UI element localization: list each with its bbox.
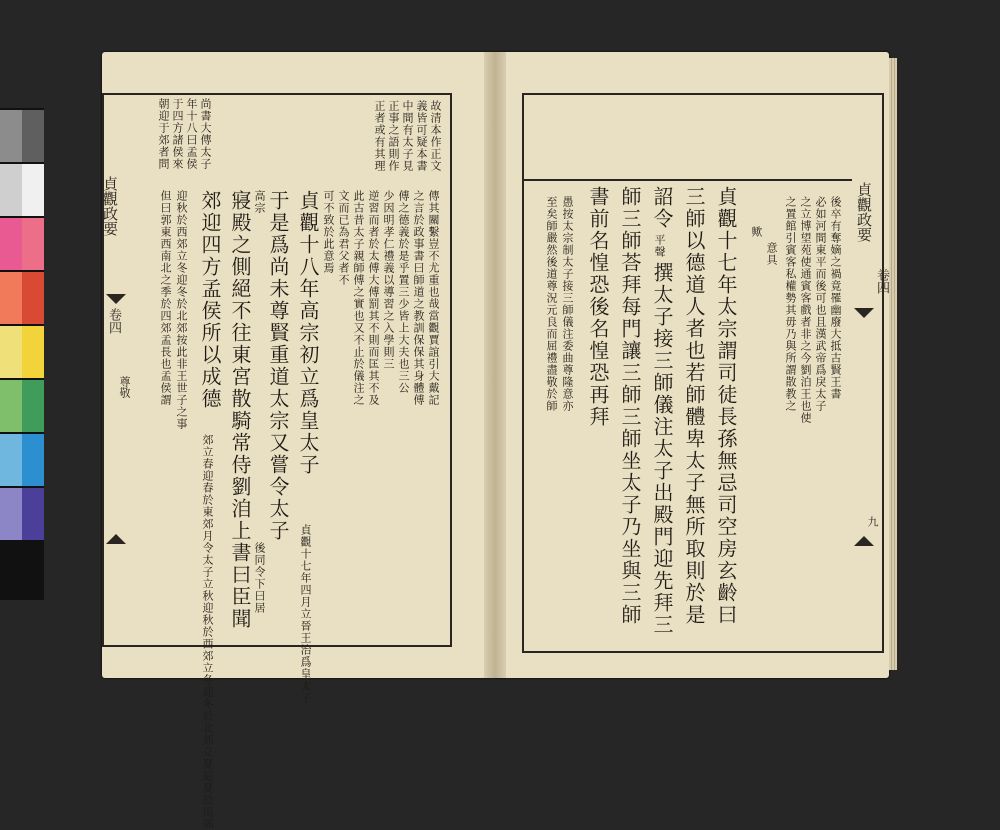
- color-swatch: [22, 380, 44, 432]
- inline-note: 後同令下曰居: [253, 542, 266, 614]
- color-swatch: [22, 434, 44, 486]
- main-text-column: 貞觀十八年高宗初立爲皇太子: [296, 190, 320, 476]
- commentary-column: 可不致於此意焉: [322, 190, 335, 274]
- page-number: 九: [866, 516, 879, 527]
- color-swatch: [22, 488, 44, 540]
- main-text-column: 郊迎四方孟侯所以成德: [198, 190, 222, 410]
- main-text-column: 師三師荅拜每門讓三師三師坐太子乃坐與三師: [618, 186, 642, 626]
- color-card: [0, 108, 44, 600]
- color-swatch: [0, 326, 22, 378]
- commentary-column: 後卒有奪嫡之禍竟罹幽廢大抵古賢王書: [829, 196, 842, 400]
- color-swatch: [22, 326, 44, 378]
- color-swatch: [22, 272, 44, 324]
- commentary-column: 傳其關繫豈不尤重也哉當觀賈誼引大戴記: [427, 190, 440, 406]
- head-note: 朝迎于郊者問: [157, 98, 170, 170]
- inline-note: 郊立春迎春於東郊月令太子立秋迎秋於西郊立冬迎冬於北郊立夏迎夏於南郊: [201, 434, 214, 830]
- color-swatch: [0, 164, 22, 216]
- right-head-rule: [522, 179, 852, 181]
- commentary-column: 之立博望苑使通賓客戲者非之今劉泊王也使: [799, 196, 812, 424]
- commentary-column: 但曰郭東西南北之季於四郊孟長也孟侯謂: [159, 190, 172, 406]
- color-swatch: [22, 218, 44, 270]
- head-note: 故清本作正文: [429, 100, 442, 172]
- fish-tail-mark: [854, 308, 874, 318]
- margin-chapter: 尊敬: [118, 376, 131, 398]
- inline-note: 平聲: [653, 234, 666, 258]
- margin-book-title: 貞觀政要: [101, 176, 119, 236]
- head-note: 于四方諸侯來: [171, 98, 184, 170]
- commentary-column: 少因明孝仁禮義以導習之入學則三: [382, 190, 395, 370]
- book-gutter: [484, 52, 506, 678]
- main-text-column: 三師以德道人者也若師體卑太子無所取則於是: [682, 186, 706, 626]
- color-swatch: [0, 110, 22, 162]
- head-note: 義皆可疑本書: [415, 100, 428, 172]
- color-swatch: [0, 272, 22, 324]
- inline-note: 貞觀十七年四月立晉王治爲皇太子: [299, 524, 312, 704]
- commentary-column: 意具: [765, 242, 778, 266]
- head-note: 中間有太子見: [401, 100, 414, 172]
- commentary-column: 迎秋於西郊立冬迎冬於北郊按此非王世子之事: [175, 190, 188, 430]
- commentary-column: 逆習而者於太傅大傅罰其不則而匡其不及: [367, 190, 380, 406]
- head-note: 年十八曰孟侯: [185, 98, 198, 170]
- commentary-column: 歟: [750, 226, 763, 238]
- commentary-column: 傅之德義於是乎置三少皆上大夫也三公: [397, 190, 410, 394]
- fish-tail-mark: [106, 534, 126, 544]
- page-edges: [889, 58, 897, 670]
- head-note: 正事之語則作: [387, 100, 400, 172]
- color-swatch: [22, 164, 44, 216]
- main-text-column: 貞觀十七年太宗謂司徒長孫無忌司空房玄齡曰: [714, 186, 738, 626]
- commentary-column: 必如河間東平而後可也且漢武帝爲戾太子: [814, 196, 827, 412]
- head-note: 尚書大傳太子: [199, 98, 212, 170]
- fish-tail-mark: [854, 536, 874, 546]
- margin-book-title: 貞觀政要: [855, 182, 873, 242]
- commentary-column: 至矣師嚴然後道尊況元良而屈禮盡敬於師: [545, 196, 558, 412]
- color-swatch: [0, 218, 22, 270]
- commentary-column: 之置館引賓客私權勢其毋乃與所謂散教之: [784, 196, 797, 412]
- color-swatch: [22, 110, 44, 162]
- main-text-column: 于是爲尚未尊賢重道太宗又嘗令太子: [266, 190, 290, 542]
- fish-tail-mark: [106, 294, 126, 304]
- left-head-rule: [102, 93, 212, 95]
- main-text-column: 書前名惶恐後名惶恐再拜: [586, 186, 610, 428]
- color-swatch: [0, 380, 22, 432]
- main-text-column: 詔令: [650, 186, 674, 230]
- inline-note: 高宗: [253, 190, 266, 214]
- head-note: 正者或有其理: [373, 100, 386, 172]
- commentary-column: 愚按太宗制太子接三師儀注委曲尊隆意亦: [561, 196, 574, 412]
- color-swatch: [0, 488, 22, 540]
- margin-volume: 卷四: [106, 308, 121, 334]
- commentary-column: 之言於政事書曰師道之教訓保保其身體傅: [412, 190, 425, 406]
- margin-volume: 卷四: [874, 268, 889, 294]
- color-swatch: [0, 434, 22, 486]
- commentary-column: 文而已為君父者不: [337, 190, 350, 286]
- main-text-column: 寢殿之側絕不往東宮散騎常侍劉洎上書曰臣聞: [228, 190, 252, 630]
- commentary-column: 此古昔太子親師傅之實也又不止於儀注之: [352, 190, 365, 406]
- open-book: [101, 46, 897, 830]
- main-text-column: 撰太子接三師儀注太子出殿門迎先拜三: [650, 262, 674, 636]
